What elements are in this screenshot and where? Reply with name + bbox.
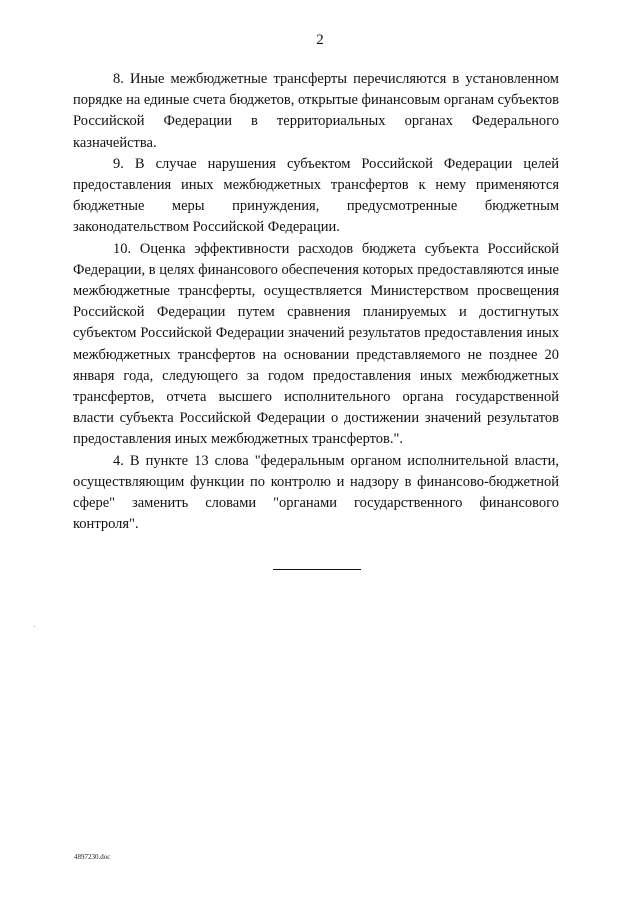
footer-file-code: 4897230.doc <box>74 853 111 861</box>
paragraph-amendment-4: 4. В пункте 13 слова "федеральным органом исполнительной власти, осуществляющим функции по контролю и надзору в финансово-бюджетной сфере" заменить словами "органами государственного финансового контроля". <box>73 452 559 533</box>
document-body <box>73 69 559 535</box>
paragraph-10: 10. Оценка эффективности расходов бюджета субъекта Российской Федерации, в целях финансового обеспечения которых предоставляются иные межбюджетные трансферты, осуществляется Министерством просвещения Российской Федерации путем сравнения планируемых и достигнутых субъектом Российской Федерации значений результатов предоставления иных межбюджетных трансфертов на основании представляемого не позднее 20 января года, следующего за годом предоставления иных межбюджетных трансфертов, отчета высшего исполнительного органа государственной власти субъекта Российской Федерации о достижении значений результатов предоставления иных межбюджетных трансфертов.". <box>73 240 559 448</box>
scan-speck <box>34 626 35 627</box>
paragraph-8: 8. Иные межбюджетные трансферты перечисляются в установленном порядке на единые счета бюджетов, открытые финансовым органам субъектов Российской Федерации в территориальных органах Федерального казначейства. <box>73 71 559 151</box>
end-of-text-separator-line <box>273 569 361 570</box>
page-number: 2 <box>316 32 324 48</box>
paragraph-9: 9. В случае нарушения субъектом Российской Федерации целей предоставления иных межбюджетных трансфертов к нему применяются бюджетные меры принуждения, предусмотренные бюджетным законодательством Российской Федерации. <box>73 155 559 236</box>
